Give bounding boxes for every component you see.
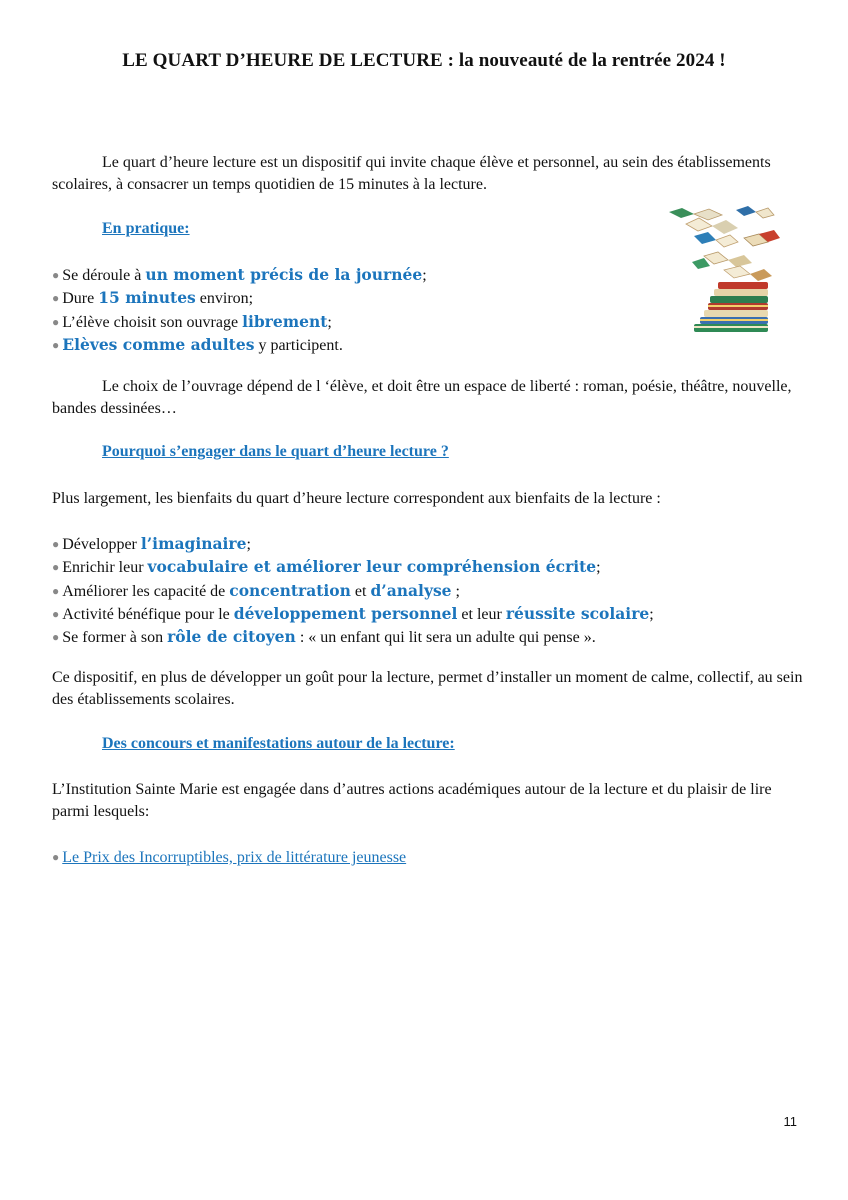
intro-paragraph: Le quart d’heure lecture est un dispositif qui invite chaque élève et personnel, au sein des établissements scolaires, à consacrer un temps quotidien de 15 minutes à la lecture. xyxy=(52,154,771,193)
concours-paragraph: L’Institution Sainte Marie est engagée dans d’autres actions académiques autour de la lecture et du plaisir de lire parmi lesquels: xyxy=(52,781,772,820)
section-heading-pourquoi: Pourquoi s’engager dans le quart d’heure lecture ? xyxy=(102,443,449,460)
incorruptibles-link[interactable]: Le Prix des Incorruptibles, prix de littérature jeunesse xyxy=(62,849,407,866)
page-title: LE QUART D’HEURE DE LECTURE : la nouveauté de la rentrée 2024 ! xyxy=(122,50,726,71)
section-heading-pratique: En pratique: xyxy=(102,220,190,237)
list-item: ● Se déroule à un moment précis de la journée; xyxy=(52,265,427,284)
bullet-icon: ● xyxy=(52,268,60,282)
benefits-lead: Plus largement, les bienfaits du quart d’heure lecture correspondent aux bienfaits de la lecture : xyxy=(52,490,661,507)
flying-book-icon xyxy=(669,206,780,281)
books-stack-icon xyxy=(664,206,784,334)
pratique-list xyxy=(52,264,427,357)
bullet-icon: ● xyxy=(52,850,60,864)
list-item: ● Se former à son rôle de citoyen : « un enfant qui lit sera un adulte qui pense ». xyxy=(52,627,596,647)
closing-paragraph: Ce dispositif, en plus de développer un goût pour la lecture, permet d’installer un moment de calme, collectif, au sein des établissements scolaires. xyxy=(52,669,803,708)
choice-paragraph: Le choix de l’ouvrage dépend de l ‘élève, et doit être un espace de liberté : roman, poésie, théâtre, nouvelle, bandes dessinées… xyxy=(52,378,792,417)
list-item: ● Améliorer les capacité de concentration et d’analyse ; xyxy=(52,580,460,600)
bullet-icon: ● xyxy=(52,606,60,621)
list-item: ● Elèves comme adultes y participent. xyxy=(52,334,343,354)
benefits-list xyxy=(52,533,654,649)
section-heading-concours: Des concours et manifestations autour de la lecture: xyxy=(102,735,455,752)
bullet-icon: ● xyxy=(52,337,60,352)
list-item: ● L’élève choisit son ouvrage librement; xyxy=(52,311,332,331)
bullet-icon: ● xyxy=(52,291,60,306)
list-item: ● Activité bénéfique pour le développement personnel et leur réussite scolaire; xyxy=(52,603,654,623)
concours-list xyxy=(52,846,406,869)
bullet-icon: ● xyxy=(52,314,60,329)
page-number: 11 xyxy=(783,1114,797,1129)
list-item: ● Développer l’imaginaire; xyxy=(52,534,251,553)
list-item: ● Dure 15 minutes environ; xyxy=(52,288,254,308)
bullet-icon: ● xyxy=(52,583,60,598)
bullet-icon: ● xyxy=(52,630,60,645)
bullet-icon: ● xyxy=(52,537,60,551)
list-item: ● Enrichir leur vocabulaire et améliorer leur compréhension écrite; xyxy=(52,557,601,577)
book-stack-icon xyxy=(694,282,768,332)
bullet-icon: ● xyxy=(52,560,60,575)
